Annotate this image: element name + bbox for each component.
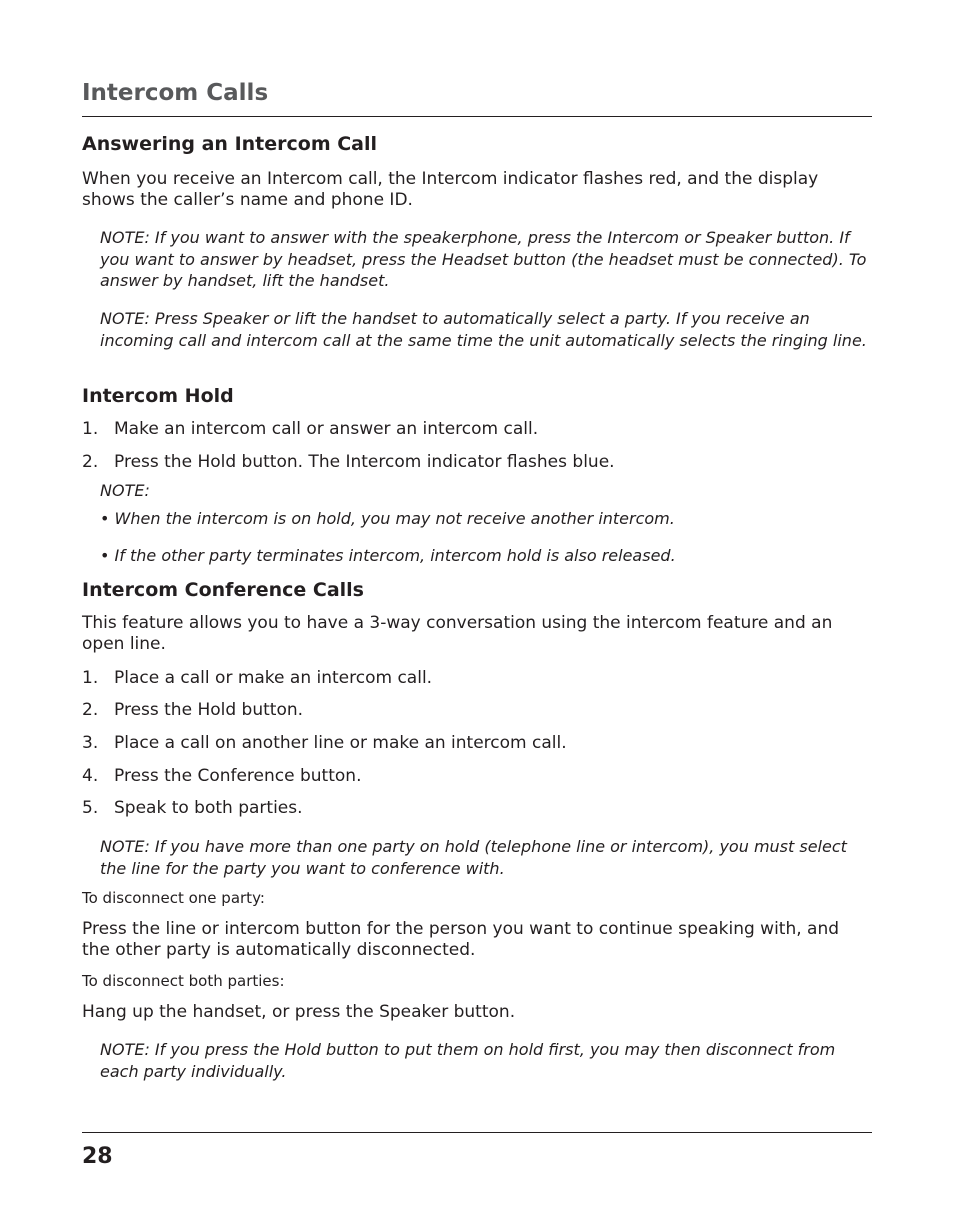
step-number: 5. xyxy=(82,798,99,818)
bullet-text: If the other party terminates intercom, intercom hold is also released. xyxy=(114,546,676,565)
answering-note-1: NOTE: If you want to answer with the speakerphone, press the Intercom or Speaker button. If you want to answer by headset, press the Headset button (the headset must be connected). To answer by handset, lift the handset. xyxy=(100,228,867,290)
step-text: Press the Hold button. xyxy=(114,700,304,720)
bullet-text: When the intercom is on hold, you may not receive another intercom. xyxy=(114,509,675,528)
section-heading-conference: Intercom Conference Calls xyxy=(82,579,364,601)
disconnect-one-body: Press the line or intercom button for the person you want to continue speaking with, and the other party is automatically disconnected. xyxy=(82,919,840,960)
bullet-icon: • xyxy=(100,509,110,528)
conference-body: This feature allows you to have a 3-way conversation using the intercom feature and an open line. xyxy=(82,613,833,654)
step-text: Place a call or make an intercom call. xyxy=(114,668,433,688)
conference-note: NOTE: If you have more than one party on hold (telephone line or intercom), you must select the line for the party you want to conference with. xyxy=(100,837,847,878)
disconnect-both-note: NOTE: If you press the Hold button to put them on hold first, you may then disconnect from each party individually. xyxy=(100,1040,836,1081)
header-divider xyxy=(82,116,872,117)
step-number: 2. xyxy=(82,452,99,472)
footer-divider xyxy=(82,1132,872,1133)
disconnect-both-label: To disconnect both parties: xyxy=(82,972,285,990)
hold-note-bullet xyxy=(100,545,860,566)
section-heading-hold: Intercom Hold xyxy=(82,385,234,407)
step-text: Speak to both parties. xyxy=(114,798,303,818)
hold-step xyxy=(82,419,852,440)
disconnect-one-label: To disconnect one party: xyxy=(82,889,265,907)
answering-note-2: NOTE: Press Speaker or lift the handset to automatically select a party. If you receive an incoming call and intercom call at the same time the unit automatically selects the ringing line. xyxy=(100,309,867,350)
step-text: Make an intercom call or answer an intercom call. xyxy=(114,419,539,439)
page-number: 28 xyxy=(82,1144,113,1169)
conference-step xyxy=(82,798,852,819)
conference-step xyxy=(82,668,852,689)
bullet-icon: • xyxy=(100,546,110,565)
conference-step xyxy=(82,766,852,787)
answering-body: When you receive an Intercom call, the Intercom indicator flashes red, and the display shows the caller’s name and phone ID. xyxy=(82,169,819,210)
page-title: Intercom Calls xyxy=(82,80,269,106)
step-number: 2. xyxy=(82,700,99,720)
step-number: 4. xyxy=(82,766,99,786)
hold-note-bullet xyxy=(100,508,860,529)
step-number: 1. xyxy=(82,668,99,688)
hold-note-label: NOTE: xyxy=(100,481,150,500)
step-text: Place a call on another line or make an intercom call. xyxy=(114,733,567,753)
section-heading-answering: Answering an Intercom Call xyxy=(82,133,378,155)
step-text: Press the Hold button. The Intercom indicator flashes blue. xyxy=(114,452,615,472)
conference-step xyxy=(82,733,852,754)
step-number: 1. xyxy=(82,419,99,439)
step-number: 3. xyxy=(82,733,99,753)
conference-step xyxy=(82,700,852,721)
disconnect-both-body: Hang up the handset, or press the Speaker button. xyxy=(82,1002,516,1022)
hold-step xyxy=(82,452,852,473)
step-text: Press the Conference button. xyxy=(114,766,362,786)
